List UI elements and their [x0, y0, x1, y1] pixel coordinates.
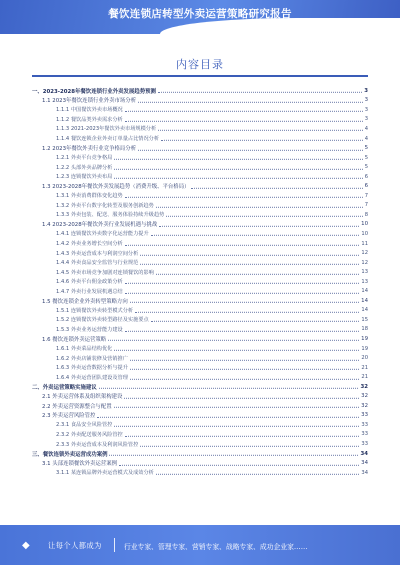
toc-leader-dots: [140, 254, 359, 255]
toc-entry[interactable]: [32, 267, 368, 277]
toc-leader-dots: [130, 378, 359, 379]
toc-entry-text: 1.5.1 连锁餐饮外卖转型模式分析: [56, 307, 134, 314]
toc-entry-text: 1.3.1 外卖消费群体变化趋势: [56, 193, 123, 200]
toc-page-number: 33: [361, 421, 368, 428]
toc-leader-dots: [158, 130, 363, 131]
toc-page-number: 21: [361, 364, 368, 371]
toc-entry-text: 1.4.4 外卖食品安全监管与行业规范: [56, 260, 139, 267]
toc-entry-text: 1.4 2023-2028年餐饮外卖行业发展机遇与挑战: [42, 222, 158, 229]
toc-page-number: 34: [360, 450, 368, 457]
toc-entry-text: 2.3.1 食品安全风险管控: [56, 422, 113, 429]
table-of-contents: [32, 86, 368, 477]
footer-slogan-left: 让每个人都成为: [48, 541, 102, 550]
toc-entry[interactable]: [32, 258, 368, 268]
toc-leader-dots: [191, 188, 362, 189]
toc-leader-dots: [114, 426, 359, 427]
toc-entry[interactable]: [32, 134, 368, 144]
toc-page-number: 20: [361, 355, 368, 362]
toc-leader-dots: [114, 350, 359, 351]
toc-page-number: 15: [361, 316, 368, 323]
toc-entry-text: 1.4.6 外卖平台佣金政策分析: [56, 279, 123, 286]
toc-leader-dots: [135, 312, 359, 313]
toc-entry-text: 1.4.5 外卖市场竞争加剧对连锁餐饮的影响: [56, 269, 154, 276]
toc-page-number: 5: [364, 145, 368, 152]
toc-entry[interactable]: [32, 86, 368, 96]
toc-page-number: 33: [361, 412, 368, 419]
footer-slogan-right: 行业专家、管理专家、营销专家、战略专家、成功企业家……: [124, 543, 308, 551]
toc-leader-dots: [158, 92, 362, 93]
toc-title-rule: [32, 75, 368, 77]
toc-leader-dots: [151, 321, 360, 322]
toc-entry[interactable]: [32, 449, 368, 459]
toc-entry-text: 2.3.3 外卖运营成本及利润风险管控: [56, 441, 139, 448]
toc-entry-text: 1.6 餐饮连锁外卖运营策略: [42, 336, 107, 343]
toc-entry[interactable]: [32, 105, 368, 115]
toc-entry[interactable]: [32, 181, 368, 191]
toc-page-number: 19: [361, 335, 368, 342]
toc-entry[interactable]: [32, 411, 368, 421]
toc-entry[interactable]: [32, 353, 368, 363]
toc-leader-dots: [125, 331, 360, 332]
report-header: [0, 0, 400, 34]
toc-entry[interactable]: [32, 468, 368, 478]
toc-entry[interactable]: [32, 430, 368, 440]
toc-entry[interactable]: [32, 96, 368, 106]
toc-leader-dots: [99, 388, 359, 389]
toc-entry[interactable]: [32, 210, 368, 220]
toc-entry[interactable]: [32, 382, 368, 392]
toc-leader-dots: [130, 302, 359, 303]
toc-entry-text: 1.4.7 外卖行业发展机遇总结: [56, 288, 123, 295]
toc-leader-dots: [140, 445, 359, 446]
toc-leader-dots: [130, 359, 359, 360]
toc-leader-dots: [130, 369, 359, 370]
toc-leader-dots: [114, 159, 362, 160]
toc-entry[interactable]: [32, 239, 368, 249]
toc-entry[interactable]: [32, 172, 368, 182]
toc-entry-text: 2.3 外卖运营风险管控: [42, 413, 96, 420]
toc-leader-dots: [124, 398, 359, 399]
toc-entry-text: 1.2.1 外卖平台竞争格局: [56, 155, 113, 162]
toc-entry[interactable]: [32, 372, 368, 382]
toc-entry-text: 1.3.3 外卖包装、配送、服务体验持续升级趋势: [56, 212, 165, 219]
toc-entry-text: 2.2 外卖运营资源整合与配置: [42, 403, 112, 410]
toc-entry[interactable]: [32, 401, 368, 411]
toc-entry-text: 1.5.3 外卖业务运营能力建设: [56, 326, 123, 333]
toc-entry-text: 1.1.2 餐饮品类外卖需求分析: [56, 116, 123, 123]
toc-leader-dots: [159, 226, 359, 227]
toc-entry[interactable]: [32, 458, 368, 468]
toc-entry[interactable]: [32, 191, 368, 201]
toc-leader-dots: [114, 168, 362, 169]
toc-leader-dots: [151, 235, 360, 236]
toc-leader-dots: [97, 417, 359, 418]
toc-leader-dots: [125, 121, 363, 122]
toc-page-number: 6: [364, 183, 368, 190]
toc-entry[interactable]: [32, 392, 368, 402]
toc-entry-text: 二、外卖运营策略实施建议: [32, 384, 97, 391]
toc-page-number: 33: [361, 431, 368, 438]
toc-entry[interactable]: [32, 143, 368, 153]
toc-leader-dots: [156, 207, 363, 208]
toc-page-number: 8: [364, 211, 368, 218]
toc-leader-dots: [114, 407, 360, 408]
footer-logo-icon: ◆: [22, 540, 30, 551]
toc-entry-text: 1.3.2 外卖平台数字化转型及服务创新趋势: [56, 202, 154, 209]
toc-entry[interactable]: [32, 162, 368, 172]
toc-leader-dots: [156, 273, 360, 274]
toc-leader-dots: [109, 455, 358, 456]
toc-page-number: 6: [364, 173, 368, 180]
toc-leader-dots: [156, 474, 360, 475]
toc-page-number: 4: [364, 135, 368, 142]
toc-entry[interactable]: [32, 220, 368, 230]
report-title: 餐饮连锁店转型外卖运营策略研究报告: [108, 8, 292, 20]
toc-leader-dots: [125, 111, 363, 112]
toc-page-number: 13: [361, 278, 368, 285]
toc-title: 内容目录: [176, 58, 224, 71]
toc-entry-text: 1.6.1 外卖菜品结构优化: [56, 346, 113, 353]
toc-page-number: 7: [364, 202, 368, 209]
toc-entry[interactable]: [32, 124, 368, 134]
toc-entry-text: 1.3 2023-2028年餐饮外卖发展趋势（消费升级、平台格局）: [42, 184, 190, 191]
toc-entry-text: 三、餐饮连锁外卖运营成功案例: [32, 451, 108, 458]
toc-page-number: 4: [364, 125, 368, 132]
toc-page-number: 32: [361, 402, 368, 409]
toc-leader-dots: [140, 264, 359, 265]
toc-page-number: 3: [364, 116, 368, 123]
toc-leader-dots: [166, 216, 362, 217]
toc-entry[interactable]: [32, 439, 368, 449]
toc-entry[interactable]: [32, 115, 368, 125]
toc-page-number: 10: [361, 230, 368, 237]
toc-leader-dots: [125, 436, 360, 437]
toc-entry-text: 1.6.3 外卖运营数据分析与提升: [56, 365, 128, 372]
toc-page-number: 3: [364, 97, 368, 104]
toc-page-number: 32: [360, 383, 368, 390]
toc-page-number: 14: [361, 297, 368, 304]
toc-page-number: 5: [364, 154, 368, 161]
toc-entry-text: 1.4.1 连锁餐饮外卖数字化运营能力提升: [56, 231, 149, 238]
toc-page-number: 11: [361, 240, 368, 247]
toc-entry[interactable]: [32, 325, 368, 335]
toc-entry-text: 2.1 外卖运营体系及组织架构建设: [42, 394, 123, 401]
toc-entry-text: 1.1 2023年餐饮连锁行业外卖市场分析: [42, 98, 137, 105]
toc-leader-dots: [138, 102, 362, 103]
toc-leader-dots: [125, 283, 360, 284]
toc-page-number: 14: [361, 307, 368, 314]
toc-page-number: 14: [361, 288, 368, 295]
toc-page-number: 18: [361, 326, 368, 333]
toc-entry-text: 1.6.2 外卖店铺装修及营销推广: [56, 355, 128, 362]
toc-page-number: 21: [361, 374, 368, 381]
toc-page-number: 7: [364, 192, 368, 199]
toc-leader-dots: [125, 293, 360, 294]
toc-entry-text: 一、2023-2028年餐饮连锁行业外卖发展趋势预测: [32, 88, 156, 95]
toc-leader-dots: [114, 178, 362, 179]
toc-entry-text: 1.2.2 头部外卖品牌分析: [56, 164, 113, 171]
toc-entry[interactable]: [32, 286, 368, 296]
page-footer: [0, 525, 400, 565]
toc-leader-dots: [108, 340, 359, 341]
toc-page-number: 33: [361, 441, 368, 447]
toc-leader-dots: [119, 464, 359, 465]
toc-page-number: 13: [361, 269, 368, 276]
toc-entry-text: 1.2.3 连锁餐饮外卖布局: [56, 174, 113, 181]
footer-divider: [114, 538, 115, 552]
toc-entry[interactable]: [32, 420, 368, 430]
toc-entry-text: 1.5.2 连锁餐饮外卖转型路径及实施要点: [56, 317, 149, 324]
toc-leader-dots: [161, 140, 363, 141]
toc-entry[interactable]: [32, 296, 368, 306]
toc-entry[interactable]: [32, 153, 368, 163]
toc-entry[interactable]: [32, 229, 368, 239]
toc-entry-text: 1.2 2023年餐饮外卖行业竞争格局分析: [42, 146, 137, 153]
toc-page-number: 34: [361, 460, 368, 467]
toc-entry-text: 1.1.3 2021-2023年餐饮外卖市场规模分析: [56, 126, 157, 133]
toc-entry-text: 3.1.1 某连锁品牌外卖运营模式及成效分析: [56, 470, 154, 477]
toc-page-number: 19: [361, 345, 368, 352]
toc-leader-dots: [138, 149, 362, 150]
toc-entry[interactable]: [32, 201, 368, 211]
toc-page-number: 10: [361, 221, 368, 228]
toc-entry[interactable]: [32, 306, 368, 316]
toc-entry-text: 1.4.2 外卖业务增长空间分析: [56, 241, 123, 248]
toc-page-number: 34: [361, 469, 368, 476]
toc-entry-text: 1.4.3 外卖运营成本与利润空间分析: [56, 250, 139, 257]
toc-page-number: 12: [361, 259, 368, 266]
toc-entry[interactable]: [32, 344, 368, 354]
toc-entry-text: 2.3.2 外卖配送服务风险管控: [56, 431, 123, 438]
toc-entry[interactable]: [32, 334, 368, 344]
toc-page-number: 12: [361, 250, 368, 257]
toc-entry[interactable]: [32, 248, 368, 258]
toc-entry-text: 1.5 餐饮连锁企业外卖转型策略方向: [42, 298, 128, 305]
toc-page-number: 5: [364, 164, 368, 171]
toc-entry-text: 1.1.1 中国餐饮外卖市场概况: [56, 107, 123, 114]
toc-entry[interactable]: [32, 277, 368, 287]
toc-entry-text: 1.6.4 外卖运营团队建设及管理: [56, 374, 128, 381]
toc-entry-text: 3.1 头部连锁餐饮外卖运营案例: [42, 461, 117, 468]
toc-page-number: 3: [364, 87, 368, 94]
toc-leader-dots: [125, 197, 363, 198]
toc-entry-text: 1.1.4 餐饮连锁企业外卖订单量占比情况分析: [56, 136, 160, 142]
toc-leader-dots: [125, 245, 360, 246]
toc-page-number: 3: [364, 106, 368, 113]
toc-entry[interactable]: [32, 363, 368, 373]
toc-page-number: 32: [361, 393, 368, 400]
toc-entry[interactable]: [32, 315, 368, 325]
